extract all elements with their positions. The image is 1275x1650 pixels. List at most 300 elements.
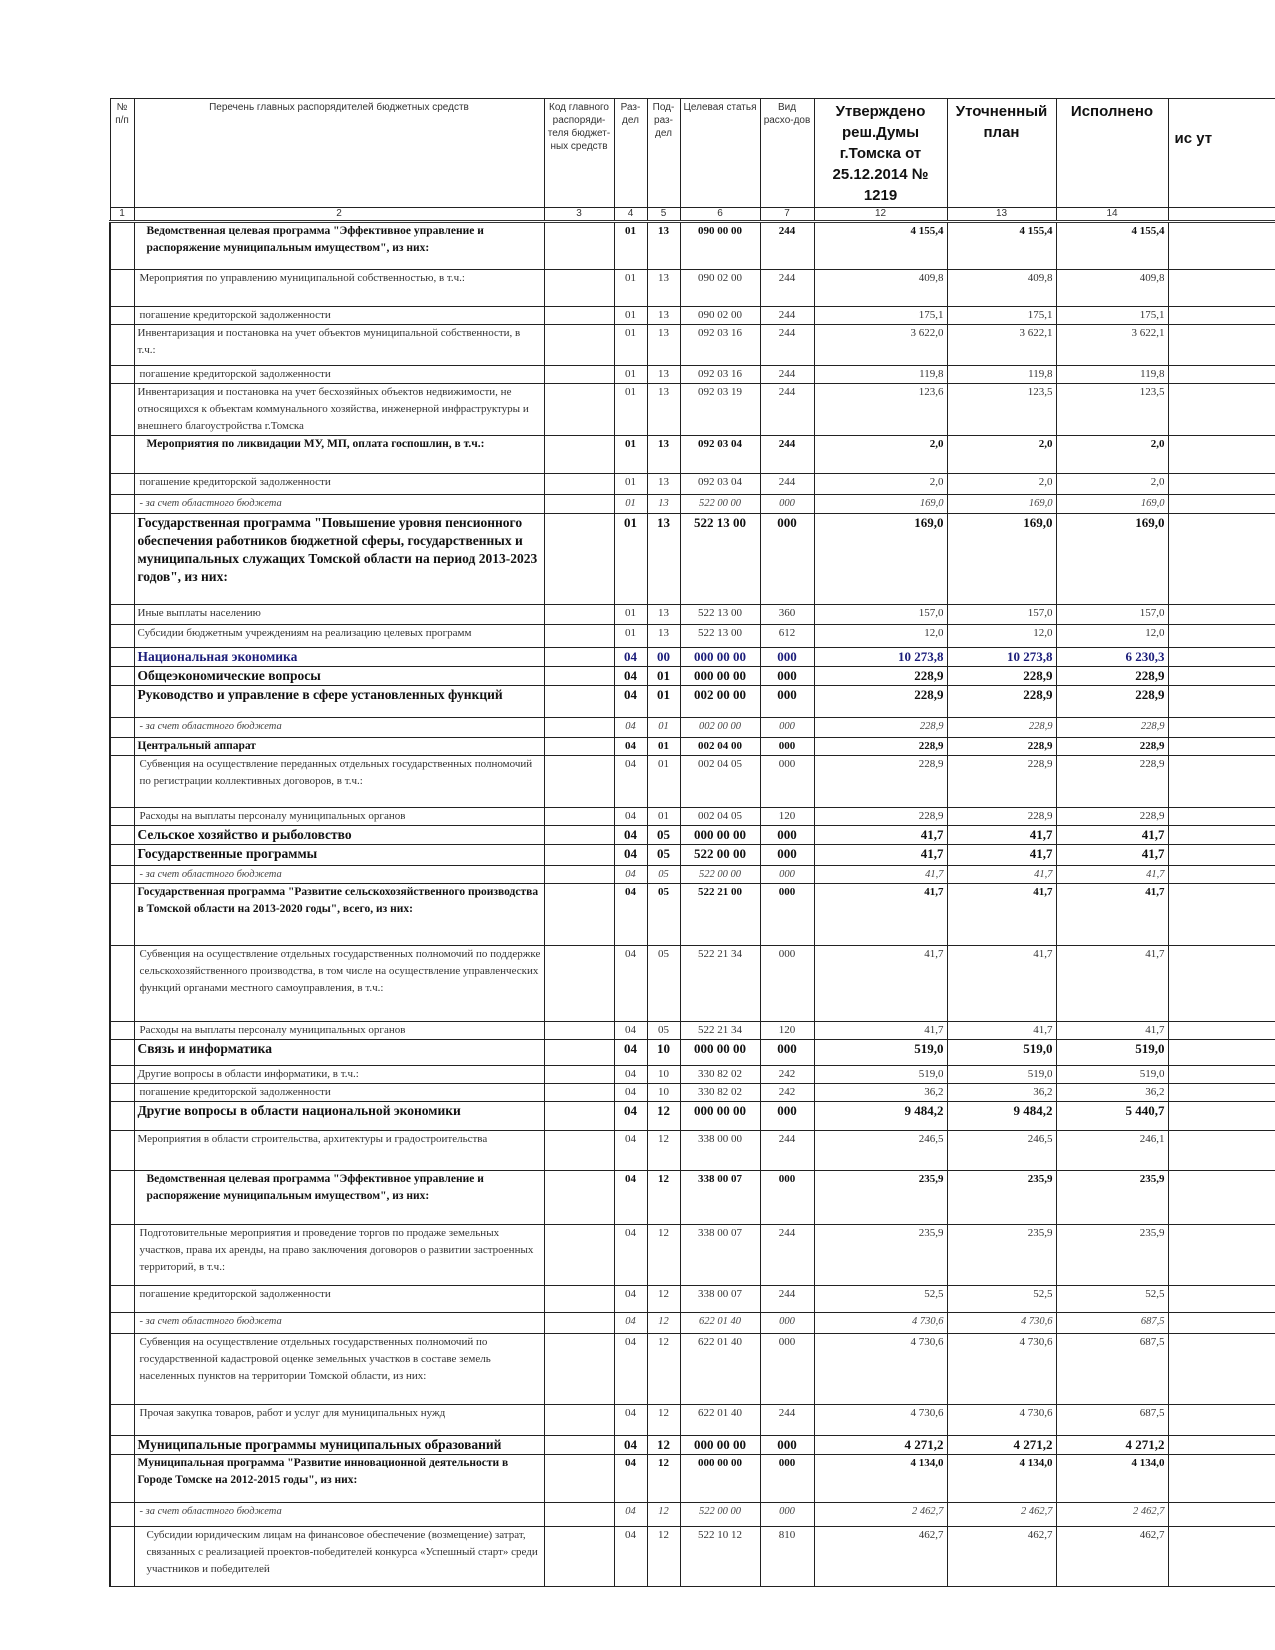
percent-cell bbox=[1168, 1286, 1275, 1313]
code-cell bbox=[544, 845, 614, 866]
percent-cell bbox=[1168, 648, 1275, 667]
target-cell: 338 00 07 bbox=[680, 1225, 760, 1286]
table-row bbox=[110, 222, 1275, 270]
vid-cell: 000 bbox=[760, 686, 814, 718]
target-cell: 002 04 00 bbox=[680, 738, 760, 756]
table-row bbox=[110, 1131, 1275, 1171]
code-cell bbox=[544, 738, 614, 756]
approved-cell: 169,0 bbox=[814, 514, 947, 605]
executed-cell: 228,9 bbox=[1056, 738, 1168, 756]
vid-cell: 000 bbox=[760, 648, 814, 667]
target-cell: 000 00 00 bbox=[680, 1102, 760, 1131]
razdel-cell: 04 bbox=[614, 738, 647, 756]
executed-cell: 462,7 bbox=[1056, 1527, 1168, 1587]
approved-cell: 4 730,6 bbox=[814, 1313, 947, 1334]
executed-cell: 687,5 bbox=[1056, 1405, 1168, 1436]
num-cell bbox=[110, 1286, 134, 1313]
table-row bbox=[110, 1022, 1275, 1040]
razdel-cell: 04 bbox=[614, 866, 647, 884]
percent-cell bbox=[1168, 808, 1275, 826]
column-number: 2 bbox=[134, 208, 544, 222]
executed-cell: 5 440,7 bbox=[1056, 1102, 1168, 1131]
header-num: № п/п bbox=[110, 99, 134, 208]
code-cell bbox=[544, 1131, 614, 1171]
target-cell: 090 02 00 bbox=[680, 307, 760, 325]
approved-cell: 228,9 bbox=[814, 738, 947, 756]
vid-cell: 000 bbox=[760, 756, 814, 808]
target-cell: 338 00 07 bbox=[680, 1171, 760, 1225]
executed-cell: 4 155,4 bbox=[1056, 222, 1168, 270]
header-razdel: Раз-дел bbox=[614, 99, 647, 208]
vid-cell: 000 bbox=[760, 826, 814, 845]
percent-cell bbox=[1168, 1084, 1275, 1102]
approved-cell: 235,9 bbox=[814, 1225, 947, 1286]
num-cell bbox=[110, 1102, 134, 1131]
executed-cell: 519,0 bbox=[1056, 1066, 1168, 1084]
table-row bbox=[110, 474, 1275, 495]
target-cell: 522 10 12 bbox=[680, 1527, 760, 1587]
vid-cell: 000 bbox=[760, 1436, 814, 1455]
percent-cell bbox=[1168, 667, 1275, 686]
num-cell bbox=[110, 1313, 134, 1334]
code-cell bbox=[544, 1436, 614, 1455]
vid-cell: 000 bbox=[760, 946, 814, 1022]
code-cell bbox=[544, 325, 614, 366]
num-cell bbox=[110, 946, 134, 1022]
approved-cell: 123,6 bbox=[814, 384, 947, 436]
plan-cell: 9 484,2 bbox=[947, 1102, 1056, 1131]
code-cell bbox=[544, 307, 614, 325]
executed-cell: 2,0 bbox=[1056, 436, 1168, 474]
podrazdel-cell: 12 bbox=[647, 1503, 680, 1527]
column-number: 7 bbox=[760, 208, 814, 222]
table-row bbox=[110, 884, 1275, 946]
table-row bbox=[110, 866, 1275, 884]
razdel-cell: 04 bbox=[614, 1084, 647, 1102]
percent-cell bbox=[1168, 756, 1275, 808]
table-row bbox=[110, 1334, 1275, 1405]
razdel-cell: 01 bbox=[614, 436, 647, 474]
approved-cell: 41,7 bbox=[814, 845, 947, 866]
razdel-cell: 01 bbox=[614, 384, 647, 436]
name-cell: Субвенция на осуществление отдельных государственных полномочий по государственной кадастровой оценке земельных участков в составе земель населенных пунктов на территории Томской области, из них: bbox=[134, 1334, 544, 1405]
vid-cell: 000 bbox=[760, 1503, 814, 1527]
target-cell: 092 03 16 bbox=[680, 325, 760, 366]
plan-cell: 4 134,0 bbox=[947, 1455, 1056, 1503]
code-cell bbox=[544, 946, 614, 1022]
code-cell bbox=[544, 514, 614, 605]
plan-cell: 235,9 bbox=[947, 1171, 1056, 1225]
target-cell: 522 00 00 bbox=[680, 495, 760, 514]
executed-cell: 4 271,2 bbox=[1056, 1436, 1168, 1455]
table-row bbox=[110, 1436, 1275, 1455]
vid-cell: 244 bbox=[760, 436, 814, 474]
executed-cell: 41,7 bbox=[1056, 946, 1168, 1022]
vid-cell: 244 bbox=[760, 474, 814, 495]
name-cell: Расходы на выплаты персоналу муниципальных органов bbox=[134, 808, 544, 826]
percent-cell bbox=[1168, 495, 1275, 514]
table-row bbox=[110, 738, 1275, 756]
target-cell: 338 00 07 bbox=[680, 1286, 760, 1313]
target-cell: 522 13 00 bbox=[680, 625, 760, 648]
executed-cell: 687,5 bbox=[1056, 1313, 1168, 1334]
plan-cell: 4 730,6 bbox=[947, 1405, 1056, 1436]
plan-cell: 41,7 bbox=[947, 845, 1056, 866]
target-cell: 092 03 04 bbox=[680, 474, 760, 495]
vid-cell: 000 bbox=[760, 1171, 814, 1225]
code-cell bbox=[544, 826, 614, 845]
plan-cell: 4 271,2 bbox=[947, 1436, 1056, 1455]
podrazdel-cell: 13 bbox=[647, 495, 680, 514]
header-target: Целевая статья bbox=[680, 99, 760, 208]
podrazdel-cell: 13 bbox=[647, 307, 680, 325]
executed-cell: 4 134,0 bbox=[1056, 1455, 1168, 1503]
executed-cell: 41,7 bbox=[1056, 1022, 1168, 1040]
approved-cell: 4 134,0 bbox=[814, 1455, 947, 1503]
vid-cell: 244 bbox=[760, 1405, 814, 1436]
percent-cell bbox=[1168, 1066, 1275, 1084]
num-cell bbox=[110, 366, 134, 384]
target-cell: 522 13 00 bbox=[680, 514, 760, 605]
target-cell: 622 01 40 bbox=[680, 1334, 760, 1405]
razdel-cell: 01 bbox=[614, 625, 647, 648]
vid-cell: 000 bbox=[760, 1102, 814, 1131]
num-cell bbox=[110, 1436, 134, 1455]
percent-cell bbox=[1168, 738, 1275, 756]
razdel-cell: 04 bbox=[614, 686, 647, 718]
name-cell: Расходы на выплаты персоналу муниципальных органов bbox=[134, 1022, 544, 1040]
name-cell: Центральный аппарат bbox=[134, 738, 544, 756]
table-row bbox=[110, 325, 1275, 366]
name-cell: Инвентаризация и постановка на учет бесхозяйных объектов недвижимости, не относящихся к объектам коммунального хозяйства, инженерной инфраструктуры и внешнего благоустройства г.Томска bbox=[134, 384, 544, 436]
podrazdel-cell: 01 bbox=[647, 718, 680, 738]
percent-cell bbox=[1168, 686, 1275, 718]
target-cell: 622 01 40 bbox=[680, 1313, 760, 1334]
approved-cell: 4 730,6 bbox=[814, 1334, 947, 1405]
name-cell: Ведомственная целевая программа "Эффективное управление и распоряжение муниципальным имуществом", из них: bbox=[134, 1171, 544, 1225]
code-cell bbox=[544, 1527, 614, 1587]
code-cell bbox=[544, 1084, 614, 1102]
num-cell bbox=[110, 436, 134, 474]
num-cell bbox=[110, 686, 134, 718]
num-cell bbox=[110, 866, 134, 884]
code-cell bbox=[544, 366, 614, 384]
num-cell bbox=[110, 756, 134, 808]
table-row bbox=[110, 384, 1275, 436]
target-cell: 330 82 02 bbox=[680, 1084, 760, 1102]
razdel-cell: 01 bbox=[614, 514, 647, 605]
percent-cell bbox=[1168, 1171, 1275, 1225]
plan-cell: 519,0 bbox=[947, 1040, 1056, 1066]
name-cell: Общеэкономические вопросы bbox=[134, 667, 544, 686]
razdel-cell: 01 bbox=[614, 270, 647, 307]
vid-cell: 000 bbox=[760, 1313, 814, 1334]
podrazdel-cell: 12 bbox=[647, 1527, 680, 1587]
approved-cell: 519,0 bbox=[814, 1066, 947, 1084]
target-cell: 000 00 00 bbox=[680, 1455, 760, 1503]
target-cell: 000 00 00 bbox=[680, 1436, 760, 1455]
name-cell: - за счет областного бюджета bbox=[134, 1313, 544, 1334]
approved-cell: 462,7 bbox=[814, 1527, 947, 1587]
razdel-cell: 04 bbox=[614, 845, 647, 866]
vid-cell: 000 bbox=[760, 1334, 814, 1405]
plan-cell: 169,0 bbox=[947, 514, 1056, 605]
razdel-cell: 04 bbox=[614, 884, 647, 946]
vid-cell: 000 bbox=[760, 884, 814, 946]
vid-cell: 000 bbox=[760, 718, 814, 738]
name-cell: - за счет областного бюджета bbox=[134, 495, 544, 514]
approved-cell: 169,0 bbox=[814, 495, 947, 514]
executed-cell: 41,7 bbox=[1056, 845, 1168, 866]
podrazdel-cell: 13 bbox=[647, 514, 680, 605]
code-cell bbox=[544, 1503, 614, 1527]
executed-cell: 235,9 bbox=[1056, 1225, 1168, 1286]
plan-cell: 2,0 bbox=[947, 436, 1056, 474]
name-cell: Субсидии бюджетным учреждениям на реализацию целевых программ bbox=[134, 625, 544, 648]
name-cell: Государственная программа "Повышение уровня пенсионного обеспечения работников бюджетной сферы, государственных и муниципальных служащих Томской области на период 2013-2023 годов", из них: bbox=[134, 514, 544, 605]
vid-cell: 120 bbox=[760, 808, 814, 826]
table-row bbox=[110, 1313, 1275, 1334]
name-cell: Мероприятия в области строительства, архитектуры и градостроительства bbox=[134, 1131, 544, 1171]
percent-cell bbox=[1168, 1334, 1275, 1405]
num-cell bbox=[110, 1455, 134, 1503]
plan-cell: 228,9 bbox=[947, 718, 1056, 738]
executed-cell: 246,1 bbox=[1056, 1131, 1168, 1171]
plan-cell: 2,0 bbox=[947, 474, 1056, 495]
executed-cell: 519,0 bbox=[1056, 1040, 1168, 1066]
executed-cell: 2 462,7 bbox=[1056, 1503, 1168, 1527]
num-cell bbox=[110, 514, 134, 605]
code-cell bbox=[544, 1022, 614, 1040]
table-row bbox=[110, 648, 1275, 667]
podrazdel-cell: 13 bbox=[647, 474, 680, 495]
table-body bbox=[110, 208, 1275, 1587]
plan-cell: 4 155,4 bbox=[947, 222, 1056, 270]
podrazdel-cell: 13 bbox=[647, 222, 680, 270]
razdel-cell: 04 bbox=[614, 1503, 647, 1527]
num-cell bbox=[110, 1405, 134, 1436]
razdel-cell: 04 bbox=[614, 1102, 647, 1131]
executed-cell: 228,9 bbox=[1056, 718, 1168, 738]
plan-cell: 246,5 bbox=[947, 1131, 1056, 1171]
approved-cell: 12,0 bbox=[814, 625, 947, 648]
executed-cell: 41,7 bbox=[1056, 826, 1168, 845]
podrazdel-cell: 12 bbox=[647, 1102, 680, 1131]
executed-cell: 119,8 bbox=[1056, 366, 1168, 384]
plan-cell: 41,7 bbox=[947, 826, 1056, 845]
name-cell: Связь и информатика bbox=[134, 1040, 544, 1066]
approved-cell: 409,8 bbox=[814, 270, 947, 307]
executed-cell: 175,1 bbox=[1056, 307, 1168, 325]
table-row bbox=[110, 667, 1275, 686]
podrazdel-cell: 12 bbox=[647, 1334, 680, 1405]
razdel-cell: 01 bbox=[614, 307, 647, 325]
code-cell bbox=[544, 605, 614, 625]
num-cell bbox=[110, 738, 134, 756]
percent-cell bbox=[1168, 845, 1275, 866]
approved-cell: 36,2 bbox=[814, 1084, 947, 1102]
num-cell bbox=[110, 648, 134, 667]
vid-cell: 242 bbox=[760, 1066, 814, 1084]
name-cell: погашение кредиторской задолженности bbox=[134, 474, 544, 495]
table-row bbox=[110, 1405, 1275, 1436]
plan-cell: 228,9 bbox=[947, 808, 1056, 826]
name-cell: Мероприятия по ликвидации МУ, МП, оплата госпошлин, в т.ч.: bbox=[134, 436, 544, 474]
vid-cell: 000 bbox=[760, 1040, 814, 1066]
approved-cell: 3 622,0 bbox=[814, 325, 947, 366]
percent-cell bbox=[1168, 826, 1275, 845]
vid-cell: 000 bbox=[760, 495, 814, 514]
podrazdel-cell: 12 bbox=[647, 1455, 680, 1503]
num-cell bbox=[110, 808, 134, 826]
plan-cell: 228,9 bbox=[947, 756, 1056, 808]
razdel-cell: 04 bbox=[614, 1334, 647, 1405]
column-number: 6 bbox=[680, 208, 760, 222]
plan-cell: 52,5 bbox=[947, 1286, 1056, 1313]
name-cell: Ведомственная целевая программа "Эффективное управление и распоряжение муниципальным имуществом", из них: bbox=[134, 222, 544, 270]
podrazdel-cell: 10 bbox=[647, 1066, 680, 1084]
header-approved: Утверждено реш.Думы г.Томска от 25.12.2014 № 1219 bbox=[814, 99, 947, 208]
executed-cell: 409,8 bbox=[1056, 270, 1168, 307]
executed-cell: 123,5 bbox=[1056, 384, 1168, 436]
razdel-cell: 01 bbox=[614, 325, 647, 366]
percent-cell bbox=[1168, 1455, 1275, 1503]
plan-cell: 235,9 bbox=[947, 1225, 1056, 1286]
razdel-cell: 04 bbox=[614, 1040, 647, 1066]
executed-cell: 3 622,1 bbox=[1056, 325, 1168, 366]
podrazdel-cell: 10 bbox=[647, 1040, 680, 1066]
plan-cell: 3 622,1 bbox=[947, 325, 1056, 366]
podrazdel-cell: 13 bbox=[647, 270, 680, 307]
percent-cell bbox=[1168, 436, 1275, 474]
name-cell: Руководство и управление в сфере установленных функций bbox=[134, 686, 544, 718]
podrazdel-cell: 01 bbox=[647, 808, 680, 826]
name-cell: Мероприятия по управлению муниципальной собственностью, в т.ч.: bbox=[134, 270, 544, 307]
header-plan: Уточненный план bbox=[947, 99, 1056, 208]
approved-cell: 228,9 bbox=[814, 686, 947, 718]
table-row bbox=[110, 514, 1275, 605]
target-cell: 622 01 40 bbox=[680, 1405, 760, 1436]
name-cell: Прочая закупка товаров, работ и услуг для муниципальных нужд bbox=[134, 1405, 544, 1436]
plan-cell: 41,7 bbox=[947, 1022, 1056, 1040]
percent-cell bbox=[1168, 718, 1275, 738]
table-row bbox=[110, 756, 1275, 808]
approved-cell: 2 462,7 bbox=[814, 1503, 947, 1527]
approved-cell: 41,7 bbox=[814, 826, 947, 845]
target-cell: 092 03 04 bbox=[680, 436, 760, 474]
executed-cell: 2,0 bbox=[1056, 474, 1168, 495]
plan-cell: 36,2 bbox=[947, 1084, 1056, 1102]
target-cell: 002 04 05 bbox=[680, 756, 760, 808]
percent-cell bbox=[1168, 605, 1275, 625]
approved-cell: 4 155,4 bbox=[814, 222, 947, 270]
name-cell: Субвенция на осуществление переданных отдельных государственных полномочий по регистрации коллективных договоров, в т.ч.: bbox=[134, 756, 544, 808]
vid-cell: 000 bbox=[760, 514, 814, 605]
percent-cell bbox=[1168, 325, 1275, 366]
vid-cell: 244 bbox=[760, 325, 814, 366]
percent-cell bbox=[1168, 1527, 1275, 1587]
executed-cell: 12,0 bbox=[1056, 625, 1168, 648]
table-row bbox=[110, 1527, 1275, 1587]
razdel-cell: 04 bbox=[614, 648, 647, 667]
target-cell: 338 00 00 bbox=[680, 1131, 760, 1171]
num-cell bbox=[110, 1040, 134, 1066]
executed-cell: 235,9 bbox=[1056, 1171, 1168, 1225]
code-cell bbox=[544, 1286, 614, 1313]
percent-cell bbox=[1168, 884, 1275, 946]
name-cell: Подготовительные мероприятия и проведение торгов по продаже земельных участков, права их аренды, на право заключения договоров о развитии застроенных территорий, в т.ч.: bbox=[134, 1225, 544, 1286]
approved-cell: 41,7 bbox=[814, 1022, 947, 1040]
num-cell bbox=[110, 1171, 134, 1225]
vid-cell: 000 bbox=[760, 667, 814, 686]
podrazdel-cell: 05 bbox=[647, 845, 680, 866]
name-cell: Государственные программы bbox=[134, 845, 544, 866]
plan-cell: 2 462,7 bbox=[947, 1503, 1056, 1527]
approved-cell: 41,7 bbox=[814, 866, 947, 884]
num-cell bbox=[110, 222, 134, 270]
podrazdel-cell: 01 bbox=[647, 667, 680, 686]
razdel-cell: 04 bbox=[614, 1286, 647, 1313]
razdel-cell: 01 bbox=[614, 605, 647, 625]
column-number: 14 bbox=[1056, 208, 1168, 222]
podrazdel-cell: 01 bbox=[647, 756, 680, 808]
podrazdel-cell: 12 bbox=[647, 1131, 680, 1171]
plan-cell: 228,9 bbox=[947, 667, 1056, 686]
code-cell bbox=[544, 384, 614, 436]
plan-cell: 10 273,8 bbox=[947, 648, 1056, 667]
approved-cell: 157,0 bbox=[814, 605, 947, 625]
num-cell bbox=[110, 384, 134, 436]
num-cell bbox=[110, 325, 134, 366]
razdel-cell: 04 bbox=[614, 718, 647, 738]
plan-cell: 4 730,6 bbox=[947, 1313, 1056, 1334]
target-cell: 092 03 19 bbox=[680, 384, 760, 436]
code-cell bbox=[544, 1405, 614, 1436]
code-cell bbox=[544, 756, 614, 808]
name-cell: Муниципальные программы муниципальных образований bbox=[134, 1436, 544, 1455]
vid-cell: 000 bbox=[760, 738, 814, 756]
percent-cell bbox=[1168, 1225, 1275, 1286]
vid-cell: 244 bbox=[760, 366, 814, 384]
table-row bbox=[110, 1455, 1275, 1503]
podrazdel-cell: 05 bbox=[647, 866, 680, 884]
header-name: Перечень главных распорядителей бюджетных средств bbox=[134, 99, 544, 208]
name-cell: Субвенция на осуществление отдельных государственных полномочий по поддержке сельскохозяйственного производства, в том числе на осуществление управленческих функций органами местного самоуправления, в т.ч.: bbox=[134, 946, 544, 1022]
vid-cell: 360 bbox=[760, 605, 814, 625]
plan-cell: 228,9 bbox=[947, 686, 1056, 718]
target-cell: 000 00 00 bbox=[680, 1040, 760, 1066]
table-row bbox=[110, 270, 1275, 307]
target-cell: 522 21 34 bbox=[680, 1022, 760, 1040]
percent-cell bbox=[1168, 625, 1275, 648]
podrazdel-cell: 12 bbox=[647, 1225, 680, 1286]
code-cell bbox=[544, 808, 614, 826]
column-number-row bbox=[110, 208, 1275, 222]
num-cell bbox=[110, 1225, 134, 1286]
razdel-cell: 04 bbox=[614, 1436, 647, 1455]
approved-cell: 4 730,6 bbox=[814, 1405, 947, 1436]
name-cell: Муниципальная программа "Развитие инновационной деятельности в Городе Томске на 2012-2015 годы", из них: bbox=[134, 1455, 544, 1503]
column-number: 13 bbox=[947, 208, 1056, 222]
approved-cell: 2,0 bbox=[814, 436, 947, 474]
percent-cell bbox=[1168, 514, 1275, 605]
razdel-cell: 04 bbox=[614, 667, 647, 686]
name-cell: - за счет областного бюджета bbox=[134, 866, 544, 884]
name-cell: Государственная программа "Развитие сельскохозяйственного производства в Томской области на 2013-2020 годы", всего, из них: bbox=[134, 884, 544, 946]
code-cell bbox=[544, 648, 614, 667]
razdel-cell: 04 bbox=[614, 946, 647, 1022]
percent-cell bbox=[1168, 866, 1275, 884]
